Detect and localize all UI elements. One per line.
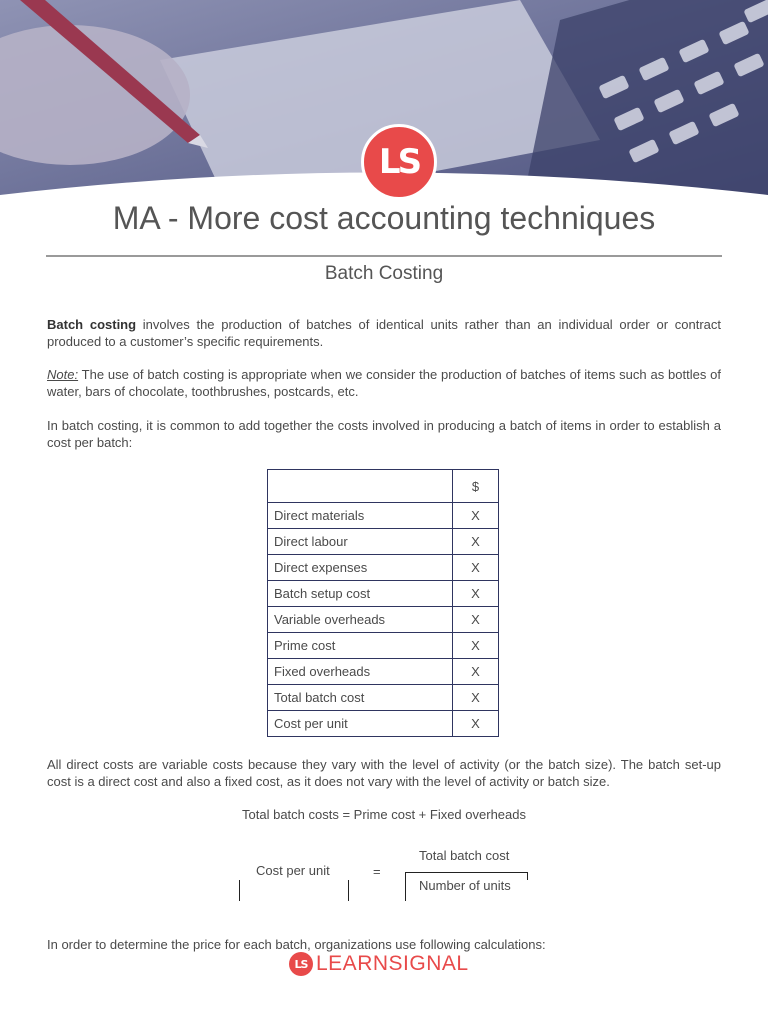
page-title: MA - More cost accounting techniques [112,200,656,236]
table-row [268,685,499,711]
formula-equals-sign: = [373,864,381,879]
row-label: Direct materials [268,503,453,529]
table-row [268,503,499,529]
row-value: X [453,685,499,711]
direct-costs-paragraph: All direct costs are variable costs because they vary with the level of activity (or the batch size). The batch set-up cost is a direct cost and also a fixed cost, as it does not vary with the level of activity or batch size. [47,757,721,789]
learnsignal-logo-badge [361,124,437,200]
batch-cost-table [267,469,499,737]
row-value: X [453,711,499,737]
row-value: X [453,503,499,529]
row-value: X [453,581,499,607]
table-row [268,659,499,685]
note-paragraph [47,366,721,400]
table-row [268,529,499,555]
formula-numerator: Total batch cost [419,848,510,863]
intro-paragraph [47,316,721,350]
closing-paragraph: In order to determine the price for each batch, organizations use following calculations: [47,937,546,952]
footer-learnsignal-logo [289,952,469,976]
term-batch-costing: Batch costing [47,317,137,332]
fraction-bracket-right [527,872,528,880]
row-label: Fixed overheads [268,659,453,685]
row-label: Batch setup cost [268,581,453,607]
formula-bracket-right [348,880,349,901]
formula-cost-per-unit: Cost per unit [256,863,330,878]
title-divider [46,255,722,257]
table-row [268,633,499,659]
row-label: Direct expenses [268,555,453,581]
fraction-line [405,872,528,873]
note-label: Note: [47,367,79,382]
footer-logo-badge [289,952,313,976]
row-label: Total batch cost [268,685,453,711]
formula-bracket-left [239,880,240,901]
intro-text: involves the production of batches of identical units rather than an individual order or contract produced to a customer’s specific requirements. [47,317,721,349]
table-row [268,555,499,581]
note-text: The use of batch costing is appropriate when we consider the production of batches of items such as bottles of water, bars of chocolate, toothbrushes, postcards, etc. [47,367,721,399]
row-value: X [453,555,499,581]
batch-costing-paragraph: In batch costing, it is common to add together the costs involved in producing a batch of items in order to establish a cost per batch: [47,418,721,450]
logo-text: LS [378,142,420,182]
row-label: Cost per unit [268,711,453,737]
row-label: Variable overheads [268,607,453,633]
brand-signal: SIGNAL [388,952,469,975]
table-header-label-cell [268,470,453,503]
page-subtitle: Batch Costing [324,263,444,284]
footer-logo-text: LS [294,957,308,971]
table-row [268,607,499,633]
fraction-bracket-left [405,872,406,901]
row-value: X [453,633,499,659]
row-label: Prime cost [268,633,453,659]
table-row [268,711,499,737]
row-value: X [453,607,499,633]
table-row [268,581,499,607]
row-label: Direct labour [268,529,453,555]
brand-learn: LEARN [316,952,389,975]
footer-brand-name [316,952,469,976]
table-header-currency: $ [453,470,499,503]
row-value: X [453,659,499,685]
row-value: X [453,529,499,555]
total-batch-cost-formula: Total batch costs = Prime cost + Fixed overheads [242,807,526,822]
table-header-row [268,470,499,503]
formula-denominator: Number of units [419,878,511,893]
